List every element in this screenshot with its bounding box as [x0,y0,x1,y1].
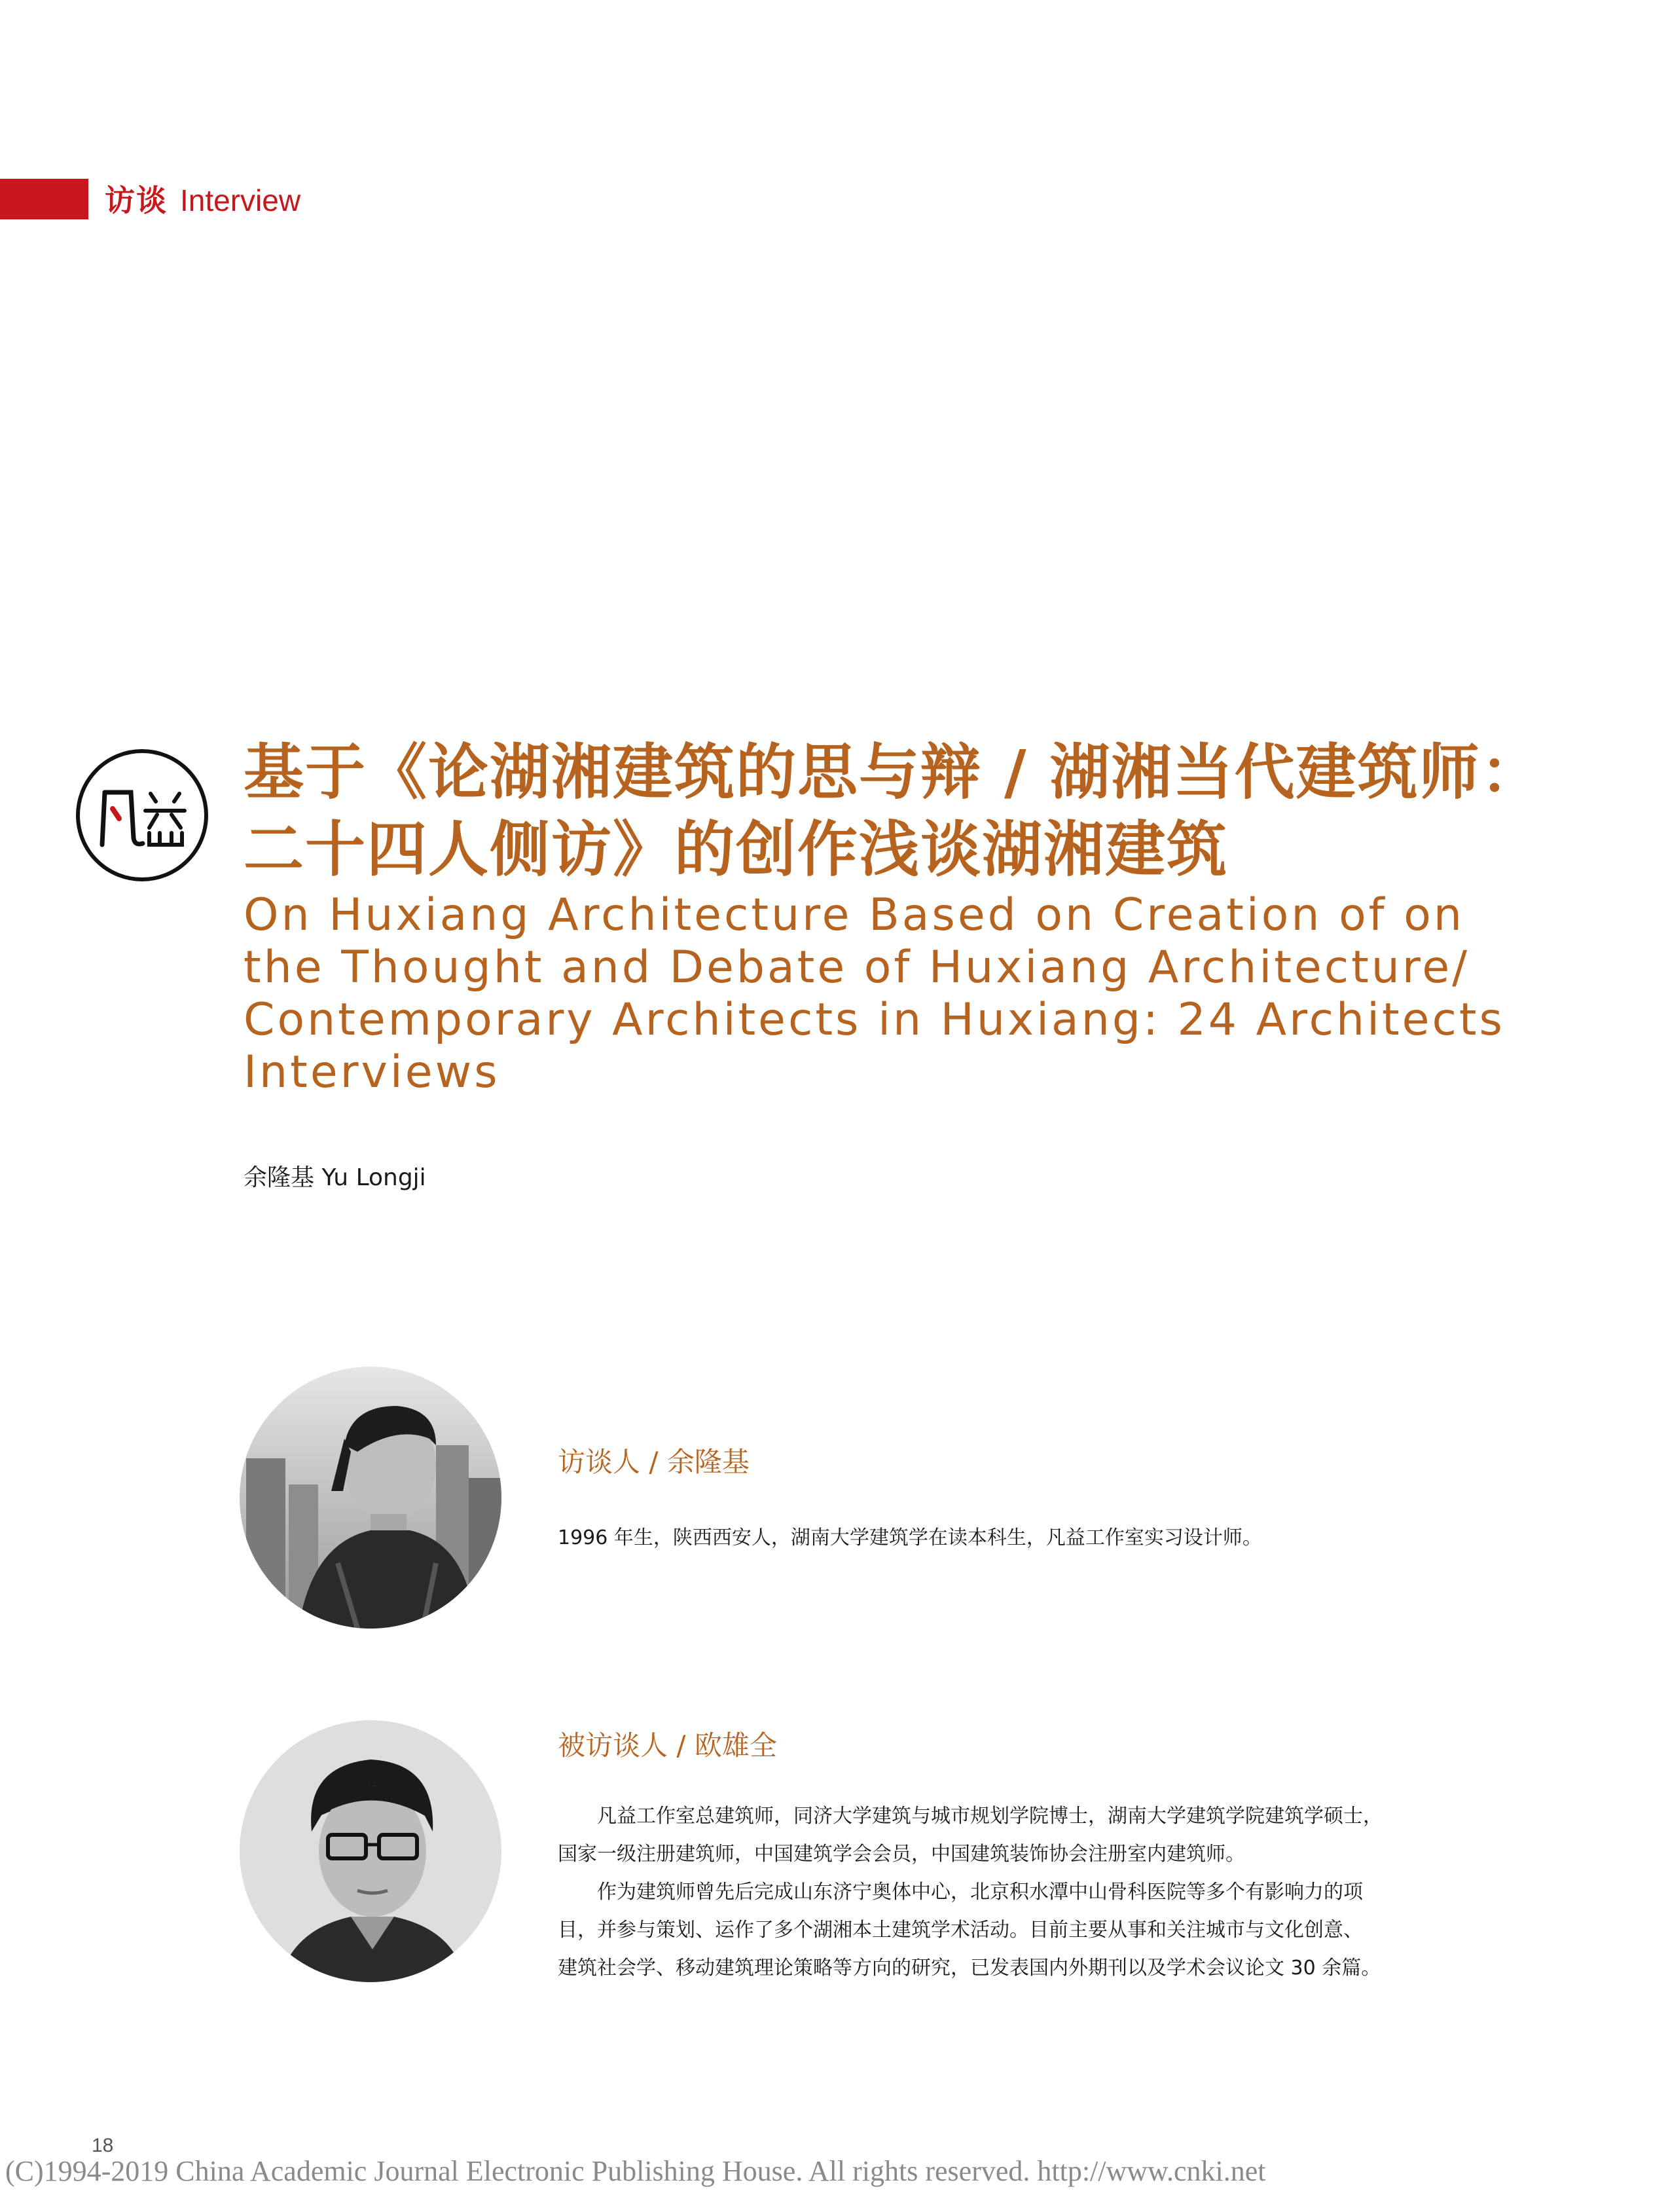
interviewer-bio: 1996 年生，陕西西安人，湖南大学建筑学在读本科生，凡益工作室实习设计师。 [558,1526,1262,1549]
studio-logo [73,747,211,884]
copyright-footer: (C)1994-2019 China Academic Journal Electronic Publishing House. All rights reserved. http://www.cnki.net [5,2155,1266,2187]
bio-line: 国家一级注册建筑师，中国建筑学会会员，中国建筑装饰协会注册室内建筑师。 [558,1843,1245,1866]
title-en-line1: On Huxiang Architecture Based on Creation of on [244,889,1464,941]
article-title-cn [244,733,1579,888]
bio-line: 建筑社会学、移动建筑理论策略等方向的研究，已发表国内外期刊以及学术会议论文 30 余篇。 [558,1957,1381,1980]
studio-logo-icon [73,747,211,884]
title-en-line2: the Thought and Debate of Huxiang Architecture/ [244,942,1470,993]
section-label-en: Interview [180,183,301,217]
title-en-line4: Interviews [244,1046,500,1098]
article-title-en [244,889,1579,1099]
article-author: 余隆基 Yu Longji [244,1164,426,1191]
section-color-bar [0,179,88,219]
bio-line: 目，并参与策划、运作了多个湖湘本土建筑学术活动。目前主要从事和关注城市与文化创意、 [558,1919,1363,1942]
section-label-cn: 访谈 [105,183,168,218]
title-cn-line1: 基于《论湖湘建筑的思与辩 / 湖湘当代建筑师： [244,737,1542,807]
interviewee-bio [558,1797,1540,1987]
interviewee-portrait [240,1720,501,1982]
bio-line: 作为建筑师曾先后完成山东济宁奥体中心，北京积水潭中山骨科医院等多个有影响力的项 [597,1881,1363,1904]
bio-line: 凡益工作室总建筑师，同济大学建筑与城市规划学院博士，湖南大学建筑学院建筑学硕士， [597,1805,1383,1828]
interviewee-role: 被访谈人 / 欧雄全 [558,1729,777,1761]
title-cn-line2: 二十四人侧访》的创作浅谈湖湘建筑 [244,814,1229,885]
interviewer-role: 访谈人 / 余隆基 [558,1446,750,1478]
interviewer-portrait [240,1367,501,1629]
page-number: 18 [92,2135,114,2156]
title-en-line3: Contemporary Architects in Huxiang: 24 Architects [244,994,1505,1046]
